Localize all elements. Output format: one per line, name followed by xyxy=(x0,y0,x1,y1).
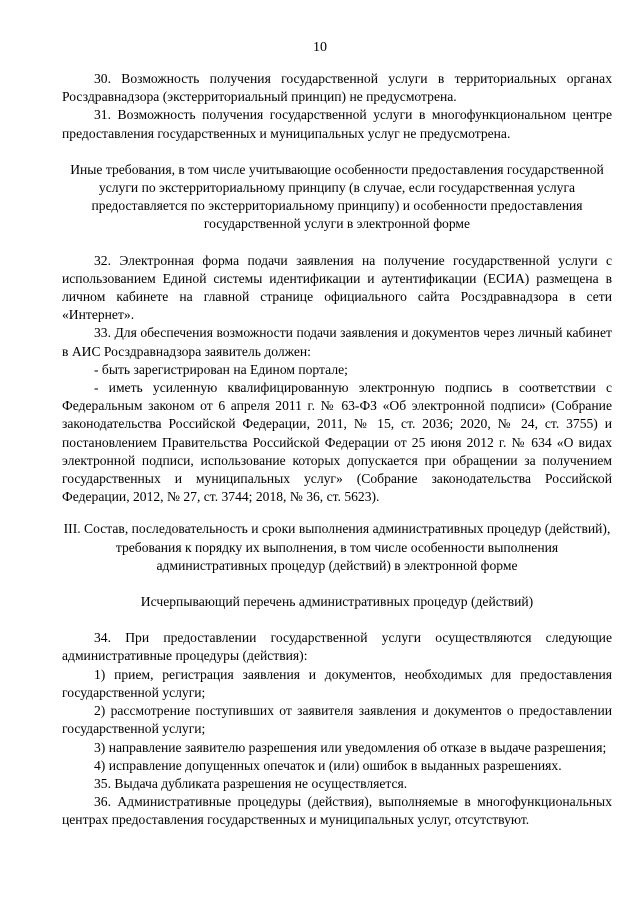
paragraph-34-item-4: 4) исправление допущенных опечаток и (или) ошибок в выданных разрешениях. xyxy=(94,757,562,773)
paragraph-34: 34. При предоставлении государственной услуги осуществляются следующие административные процедуры (действия): xyxy=(62,630,612,664)
paragraph-34-item-3: 3) направление заявителю разрешения или уведомления об отказе в выдаче разрешения; xyxy=(94,739,607,755)
heading-other-requirements: Иные требования, в том числе учитывающие особенности предоставления государственной услуги по экстерриториальному принципу (в случае, если государственная услуга предоставляется по экстерриториальному принципу) и особенности предоставления государственной услуги в электронной форме xyxy=(70,161,604,232)
paragraph-34-item-2: 2) рассмотрение поступивших от заявителя заявления и документов о предоставлении государственной услуги; xyxy=(62,703,612,737)
paragraph-36: 36. Административные процедуры (действия), выполняемые в многофункциональных центрах предоставления государственных и муниципальных услуг, отсутствуют. xyxy=(62,794,612,828)
paragraph-30: 30. Возможность получения государственной услуги в территориальных органах Росздравнадзора (экстерриториальный принцип) не предусмотрена. xyxy=(62,71,612,105)
subheading-procedures-list: Исчерпывающий перечень административных процедур (действий) xyxy=(140,594,534,610)
paragraph-33: 33. Для обеспечения возможности подачи заявления и документов через личный кабинет в АИС Росздравнадзора заявитель должен: xyxy=(62,325,612,359)
paragraph-32: 32. Электронная форма подачи заявления на получение государственной услуги с использованием Единой системы идентификации и аутентификации (ЕСИА) размещена в личном кабинете на главной странице официального сайта Росздравнадзора в сети «Интернет». xyxy=(62,252,612,323)
paragraph-33-item-1: - быть зарегистрирован на Едином портале; xyxy=(94,361,348,377)
paragraph-35: 35. Выдача дубликата разрешения не осуществляется. xyxy=(94,775,408,791)
page-number: 10 xyxy=(313,40,327,55)
section-3-heading: III. Состав, последовательность и сроки выполнения административных процедур (действий), требования к порядку их выполнения, в том числе особенности выполнения административных процедур (действий) в электронной форме xyxy=(63,521,611,573)
paragraph-31: 31. Возможность получения государственной услуги в многофункциональном центре предоставления государственных и муниципальных услуг не предусмотрена. xyxy=(62,107,612,141)
paragraph-33-item-2: - иметь усиленную квалифицированную электронную подпись в соответствии с Федеральным законом от 6 апреля 2011 г. № 63-ФЗ «Об электронной подписи» (Собрание законодательства Российской Федерации, 2011, № 15, ст. 2036; 2020, № 24, ст. 3755) и постановлением Правительства Российской Федерации от 25 июня 2012 г. № 634 «О видах электронной подписи, использование которых допускается при обращении за получением государственных и муниципальных услуг» (Собрание законодательства Российской Федерации, 2012, № 27, ст. 3744; 2018, № 36, ст. 5623). xyxy=(62,380,612,505)
document-body xyxy=(62,70,612,830)
paragraph-34-item-1: 1) прием, регистрация заявления и документов, необходимых для предоставления государственной услуги; xyxy=(62,666,612,700)
